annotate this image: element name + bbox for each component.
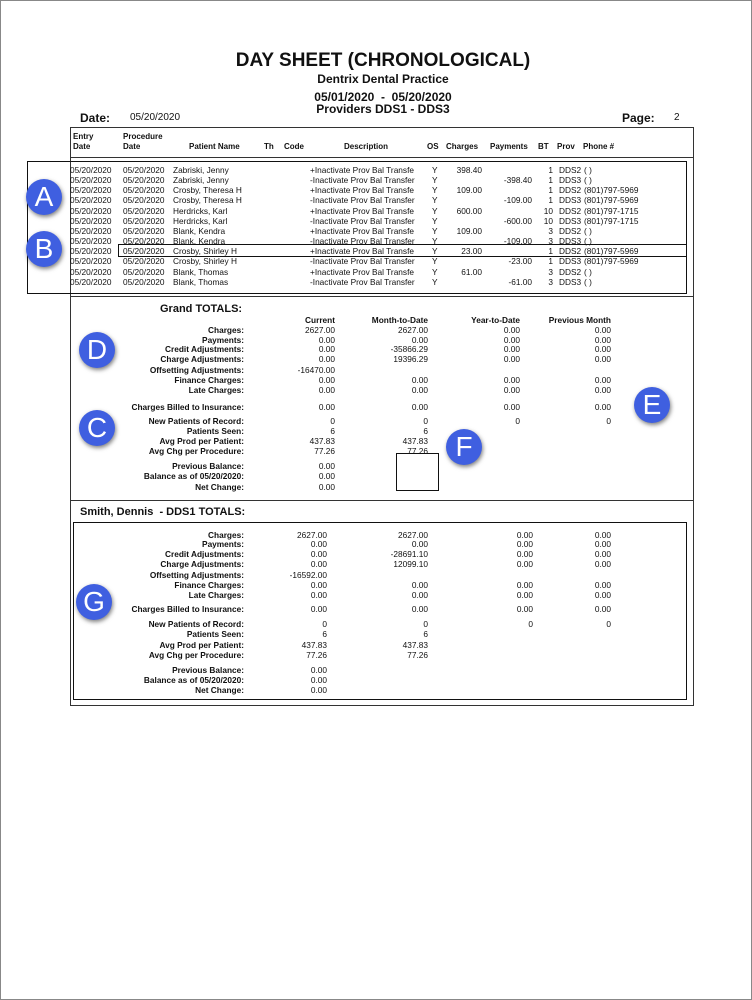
cell-phone: (801)797-5969 xyxy=(584,185,639,196)
cell-charges: 398.40 xyxy=(456,165,482,175)
totals-column-header: Previous Month xyxy=(548,315,611,325)
totals-label: Patients Seen: xyxy=(186,426,244,436)
totals-value: 437.83 xyxy=(301,640,327,650)
section-divider xyxy=(70,500,693,501)
cell-entry: 05/20/2020 xyxy=(70,276,112,287)
totals-column-header: Month-to-Date xyxy=(371,315,428,325)
totals-value: 0.00 xyxy=(318,402,335,412)
totals-value: 0.00 xyxy=(594,530,611,540)
totals-value: 0.00 xyxy=(503,375,520,385)
totals-value: 0.00 xyxy=(310,665,327,675)
totals-label: Charges Billed to Insurance: xyxy=(131,402,244,412)
cell-prov: DDS3 xyxy=(559,256,582,267)
totals-value: 0 xyxy=(528,619,533,629)
cell-phone: (801)797-5969 xyxy=(584,246,639,257)
totals-value: 0.00 xyxy=(318,375,335,385)
totals-value: 0.00 xyxy=(503,335,520,345)
marker-c: C xyxy=(79,410,115,446)
totals-value: 0.00 xyxy=(310,675,327,685)
totals-value: 0.00 xyxy=(503,354,520,364)
totals-value: 0.00 xyxy=(318,354,335,364)
cell-prov: DDS2 xyxy=(559,266,582,277)
col-th: Th xyxy=(264,142,274,151)
totals-value: 0.00 xyxy=(594,559,611,569)
totals-value: 0 xyxy=(606,619,611,629)
cell-entry: 05/20/2020 xyxy=(70,165,112,175)
totals-header-row xyxy=(0,315,700,325)
totals-value: 0 xyxy=(423,619,428,629)
totals-line xyxy=(0,570,700,580)
cell-desc: +Inactivate Prov Bal Transfe xyxy=(310,225,414,236)
totals-value: 12099.10 xyxy=(393,559,428,569)
cell-payments: -109.00 xyxy=(503,236,532,247)
totals-label: Charges: xyxy=(208,325,244,335)
cell-prov: DDS2 xyxy=(559,205,582,216)
cell-bt: 10 xyxy=(543,215,553,226)
totals-label: Avg Prod per Patient: xyxy=(159,640,244,650)
cell-proc: 05/20/2020 xyxy=(123,236,165,247)
totals-label: New Patients of Record: xyxy=(148,619,244,629)
col-entry-date: Date xyxy=(73,142,91,151)
cell-prov: DDS3 xyxy=(559,276,582,287)
cell-prov: DDS2 xyxy=(559,225,582,236)
totals-line xyxy=(0,665,700,675)
provider-totals-title: Smith, Dennis - DDS1 TOTALS: xyxy=(80,506,246,518)
totals-line xyxy=(0,482,700,492)
totals-value: 0.00 xyxy=(411,335,428,345)
totals-value: 0.00 xyxy=(310,549,327,559)
totals-line xyxy=(0,640,700,650)
cell-phone: ( ) xyxy=(584,165,592,175)
totals-value: -16592.00 xyxy=(289,570,327,580)
totals-value: 0.00 xyxy=(411,402,428,412)
totals-value: 0.00 xyxy=(411,590,428,600)
totals-line xyxy=(0,461,700,471)
cell-os: Y xyxy=(432,215,438,226)
cell-charges: 109.00 xyxy=(456,185,482,196)
totals-line xyxy=(0,385,700,395)
totals-line xyxy=(0,629,700,639)
totals-value: 0.00 xyxy=(411,385,428,395)
cell-desc: -Inactivate Prov Bal Transfer xyxy=(310,276,415,287)
cell-patient: Crosby, Theresa H xyxy=(173,195,242,206)
cell-prov: DDS2 xyxy=(559,165,582,175)
cell-bt: 3 xyxy=(548,276,553,287)
totals-value: 0.00 xyxy=(310,559,327,569)
totals-line xyxy=(0,539,700,549)
totals-value: 0.00 xyxy=(594,325,611,335)
totals-label: Previous Balance: xyxy=(172,665,244,675)
cell-bt: 1 xyxy=(548,175,553,186)
cell-bt: 1 xyxy=(548,256,553,267)
totals-line xyxy=(0,549,700,559)
totals-value: 0.00 xyxy=(310,685,327,695)
totals-value: 2627.00 xyxy=(305,325,335,335)
cell-prov: DDS3 xyxy=(559,195,582,206)
cell-patient: Crosby, Shirley H xyxy=(173,246,237,257)
col-patient: Patient Name xyxy=(189,142,240,151)
cell-entry: 05/20/2020 xyxy=(70,205,112,216)
cell-entry: 05/20/2020 xyxy=(70,195,112,206)
cell-proc: 05/20/2020 xyxy=(123,266,165,277)
marker-b: B xyxy=(26,231,62,267)
totals-value: 0.00 xyxy=(516,580,533,590)
totals-label: Payments: xyxy=(202,335,244,345)
cell-entry: 05/20/2020 xyxy=(70,215,112,226)
header-divider xyxy=(70,157,693,158)
cell-patient: Zabriski, Jenny xyxy=(173,165,229,175)
totals-value: 0.00 xyxy=(594,549,611,559)
totals-label: Previous Balance: xyxy=(172,461,244,471)
totals-label: Credit Adjustments: xyxy=(165,344,244,354)
totals-value: 0.00 xyxy=(318,471,335,481)
page-value: 2 xyxy=(674,112,680,123)
cell-proc: 05/20/2020 xyxy=(123,205,165,216)
totals-value: 437.83 xyxy=(402,640,428,650)
cell-charges: 61.00 xyxy=(461,266,482,277)
cell-proc: 05/20/2020 xyxy=(123,276,165,287)
totals-value: 6 xyxy=(322,629,327,639)
marker-e: E xyxy=(634,387,670,423)
cell-phone: ( ) xyxy=(584,175,592,186)
cell-payments: -398.40 xyxy=(503,175,532,186)
totals-label: Offsetting Adjustments: xyxy=(149,570,244,580)
cell-proc: 05/20/2020 xyxy=(123,175,165,186)
section-divider xyxy=(70,296,693,297)
page-label: Page: xyxy=(622,111,655,125)
totals-value: 2627.00 xyxy=(297,530,327,540)
totals-value: 6 xyxy=(423,629,428,639)
cell-desc: -Inactivate Prov Bal Transfer xyxy=(310,256,415,267)
cell-phone: ( ) xyxy=(584,225,592,236)
totals-value: 6 xyxy=(330,426,335,436)
cell-bt: 1 xyxy=(548,165,553,175)
totals-label: Payments: xyxy=(202,539,244,549)
cell-desc: +Inactivate Prov Bal Transfe xyxy=(310,185,414,196)
date-label: Date: xyxy=(80,111,111,125)
totals-label: Finance Charges: xyxy=(174,375,244,385)
cell-prov: DDS3 xyxy=(559,175,582,186)
totals-value: 0.00 xyxy=(594,580,611,590)
totals-value: 0.00 xyxy=(516,549,533,559)
totals-line xyxy=(0,619,700,629)
totals-line xyxy=(0,402,700,412)
cell-patient: Blank, Kendra xyxy=(173,236,226,247)
cell-phone: (801)797-5969 xyxy=(584,195,639,206)
cell-proc: 05/20/2020 xyxy=(123,185,165,196)
cell-desc: +Inactivate Prov Bal Transfe xyxy=(310,205,414,216)
date-range: 05/01/2020 - 05/20/2020 xyxy=(314,90,452,104)
totals-value: 0.00 xyxy=(310,590,327,600)
totals-value: 0.00 xyxy=(318,385,335,395)
date-value: 05/20/2020 xyxy=(130,112,181,123)
cell-patient: Blank, Thomas xyxy=(173,266,229,277)
totals-value: 0 xyxy=(423,416,428,426)
totals-value: 0.00 xyxy=(594,354,611,364)
totals-line xyxy=(0,471,700,481)
cell-os: Y xyxy=(432,185,438,196)
cell-os: Y xyxy=(432,205,438,216)
cell-proc: 05/20/2020 xyxy=(123,246,165,257)
col-code: Code xyxy=(284,142,304,151)
report-title: DAY SHEET (CHRONOLOGICAL) xyxy=(235,50,531,71)
cell-os: Y xyxy=(432,225,438,236)
totals-value: 0.00 xyxy=(594,335,611,345)
totals-label: Net Change: xyxy=(195,685,244,695)
totals-value: 0.00 xyxy=(318,335,335,345)
cell-os: Y xyxy=(432,175,438,186)
totals-value: 437.83 xyxy=(402,436,428,446)
cell-phone: (801)797-1715 xyxy=(584,215,639,226)
providers-range: Providers DDS1 - DDS3 xyxy=(316,102,450,116)
totals-value: 0 xyxy=(515,416,520,426)
cell-phone: (801)797-1715 xyxy=(584,205,639,216)
totals-value: 0.00 xyxy=(594,590,611,600)
cell-charges: 109.00 xyxy=(456,225,482,236)
cell-payments: -61.00 xyxy=(508,276,532,287)
totals-value: -16470.00 xyxy=(297,365,335,375)
marker-a: A xyxy=(26,179,62,215)
totals-label: Avg Chg per Procedure: xyxy=(148,650,244,660)
totals-value: 77.26 xyxy=(306,650,327,660)
totals-value: 0.00 xyxy=(318,461,335,471)
totals-value: 0.00 xyxy=(594,344,611,354)
totals-value: 437.83 xyxy=(309,436,335,446)
cell-entry: 05/20/2020 xyxy=(70,266,112,277)
totals-value: 77.26 xyxy=(407,650,428,660)
totals-label: Credit Adjustments: xyxy=(165,549,244,559)
highlight-box-f xyxy=(396,453,439,491)
cell-entry: 05/20/2020 xyxy=(70,256,112,267)
cell-entry: 05/20/2020 xyxy=(70,225,112,236)
cell-patient: Zabriski, Jenny xyxy=(173,175,229,186)
cell-desc: -Inactivate Prov Bal Transfer xyxy=(310,195,415,206)
cell-patient: Herdricks, Karl xyxy=(173,205,228,216)
marker-d: D xyxy=(79,332,115,368)
totals-value: 6 xyxy=(423,426,428,436)
totals-value: 0.00 xyxy=(516,604,533,614)
totals-label: Avg Chg per Procedure: xyxy=(148,446,244,456)
cell-payments: -109.00 xyxy=(503,195,532,206)
col-procedure-date: Date xyxy=(123,142,141,151)
totals-label: Balance as of 05/20/2020: xyxy=(143,471,244,481)
cell-prov: DDS2 xyxy=(559,246,582,257)
totals-label: New Patients of Record: xyxy=(148,416,244,426)
cell-bt: 1 xyxy=(548,185,553,196)
practice-name: Dentrix Dental Practice xyxy=(317,72,449,86)
totals-label: Charge Adjustments: xyxy=(160,559,244,569)
totals-value: 0.00 xyxy=(516,590,533,600)
cell-proc: 05/20/2020 xyxy=(123,195,165,206)
cell-phone: ( ) xyxy=(584,266,592,277)
totals-value: 0.00 xyxy=(503,344,520,354)
cell-payments: -23.00 xyxy=(508,256,532,267)
totals-line xyxy=(0,559,700,569)
col-os: OS xyxy=(427,142,439,151)
cell-desc: +Inactivate Prov Bal Transfe xyxy=(310,266,414,277)
totals-value: 0.00 xyxy=(503,385,520,395)
totals-value: -35866.29 xyxy=(390,344,428,354)
cell-patient: Blank, Kendra xyxy=(173,225,226,236)
col-prov: Prov xyxy=(557,142,575,151)
cell-phone: ( ) xyxy=(584,276,592,287)
totals-value: 77.26 xyxy=(407,446,428,456)
totals-value: 0.00 xyxy=(516,559,533,569)
cell-phone: ( ) xyxy=(584,236,592,247)
cell-desc: -Inactivate Prov Bal Transfer xyxy=(310,215,415,226)
cell-proc: 05/20/2020 xyxy=(123,256,165,267)
totals-label: Patients Seen: xyxy=(186,629,244,639)
cell-desc: -Inactivate Prov Bal Transfer xyxy=(310,236,415,247)
totals-value: 0.00 xyxy=(594,402,611,412)
cell-bt: 3 xyxy=(548,225,553,236)
totals-value: 0.00 xyxy=(516,539,533,549)
cell-bt: 3 xyxy=(548,266,553,277)
col-entry: Entry xyxy=(73,132,94,141)
cell-proc: 05/20/2020 xyxy=(123,225,165,236)
cell-entry: 05/20/2020 xyxy=(70,246,112,257)
totals-value: 19396.29 xyxy=(393,354,428,364)
totals-value: 0.00 xyxy=(411,580,428,590)
cell-prov: DDS3 xyxy=(559,236,582,247)
grand-totals-title: Grand TOTALS: xyxy=(160,303,243,315)
totals-value: 0.00 xyxy=(411,604,428,614)
cell-os: Y xyxy=(432,165,438,175)
cell-os: Y xyxy=(432,276,438,287)
totals-value: 2627.00 xyxy=(398,530,428,540)
cell-os: Y xyxy=(432,246,438,257)
totals-label: Late Charges: xyxy=(188,385,244,395)
totals-value: 0.00 xyxy=(310,604,327,614)
totals-value: 0.00 xyxy=(318,344,335,354)
totals-label: Charges Billed to Insurance: xyxy=(131,604,244,614)
totals-column-header: Year-to-Date xyxy=(471,315,520,325)
totals-value: 0.00 xyxy=(594,375,611,385)
totals-value: 0 xyxy=(606,416,611,426)
totals-line xyxy=(0,650,700,660)
col-charges: Charges xyxy=(446,142,479,151)
totals-value: 77.26 xyxy=(314,446,335,456)
totals-label: Balance as of 05/20/2020: xyxy=(143,675,244,685)
highlight-box-a xyxy=(27,161,687,294)
totals-value: 0 xyxy=(330,416,335,426)
cell-bt: 1 xyxy=(548,195,553,206)
totals-value: 0.00 xyxy=(503,402,520,412)
totals-value: 0.00 xyxy=(318,482,335,492)
cell-charges: 600.00 xyxy=(456,205,482,216)
totals-line xyxy=(0,675,700,685)
cell-entry: 05/20/2020 xyxy=(70,175,112,186)
totals-value: 0.00 xyxy=(310,539,327,549)
totals-label: Offsetting Adjustments: xyxy=(149,365,244,375)
totals-label: Finance Charges: xyxy=(174,580,244,590)
totals-value: -28691.10 xyxy=(390,549,428,559)
cell-entry: 05/20/2020 xyxy=(70,236,112,247)
cell-os: Y xyxy=(432,236,438,247)
col-description: Description xyxy=(344,142,389,151)
totals-label: Avg Prod per Patient: xyxy=(159,436,244,446)
col-phone: Phone # xyxy=(583,142,615,151)
cell-patient: Blank, Thomas xyxy=(173,276,229,287)
totals-value: 0.00 xyxy=(594,539,611,549)
cell-patient: Herdricks, Karl xyxy=(173,215,228,226)
totals-line xyxy=(0,365,700,375)
cell-entry: 05/20/2020 xyxy=(70,185,112,196)
totals-label: Charges: xyxy=(208,530,244,540)
totals-value: 0.00 xyxy=(594,385,611,395)
cell-desc: -Inactivate Prov Bal Transfer xyxy=(310,175,415,186)
cell-bt: 3 xyxy=(548,236,553,247)
totals-column-header: Current xyxy=(305,315,335,325)
cell-patient: Crosby, Shirley H xyxy=(173,256,237,267)
cell-prov: DDS3 xyxy=(559,215,582,226)
highlight-box-b xyxy=(118,244,687,257)
totals-line xyxy=(0,446,700,456)
totals-value: 0.00 xyxy=(516,530,533,540)
cell-os: Y xyxy=(432,256,438,267)
cell-proc: 05/20/2020 xyxy=(123,165,165,175)
totals-label: Net Change: xyxy=(195,482,244,492)
totals-line xyxy=(0,685,700,695)
col-payments: Payments xyxy=(490,142,528,151)
totals-value: 2627.00 xyxy=(398,325,428,335)
totals-value: 0 xyxy=(322,619,327,629)
totals-value: 0.00 xyxy=(594,604,611,614)
cell-desc: +Inactivate Prov Bal Transfe xyxy=(310,165,414,175)
cell-phone: (801)797-5969 xyxy=(584,256,639,267)
totals-value: 0.00 xyxy=(411,539,428,549)
totals-value: 0.00 xyxy=(310,580,327,590)
totals-value: 0.00 xyxy=(503,325,520,335)
cell-proc: 05/20/2020 xyxy=(123,215,165,226)
cell-charges: 23.00 xyxy=(461,246,482,257)
cell-prov: DDS2 xyxy=(559,185,582,196)
col-bt: BT xyxy=(538,142,549,151)
col-procedure: Procedure xyxy=(123,132,163,141)
totals-label: Late Charges: xyxy=(188,590,244,600)
cell-desc: +Inactivate Prov Bal Transfe xyxy=(310,246,414,257)
cell-payments: -600.00 xyxy=(503,215,532,226)
cell-bt: 1 xyxy=(548,246,553,257)
totals-line xyxy=(0,375,700,385)
totals-value: 0.00 xyxy=(411,375,428,385)
marker-f: F xyxy=(446,429,482,465)
totals-label: Charge Adjustments: xyxy=(160,354,244,364)
cell-os: Y xyxy=(432,266,438,277)
cell-os: Y xyxy=(432,195,438,206)
cell-bt: 10 xyxy=(543,205,553,216)
marker-g: G xyxy=(76,584,112,620)
cell-patient: Crosby, Theresa H xyxy=(173,185,242,196)
